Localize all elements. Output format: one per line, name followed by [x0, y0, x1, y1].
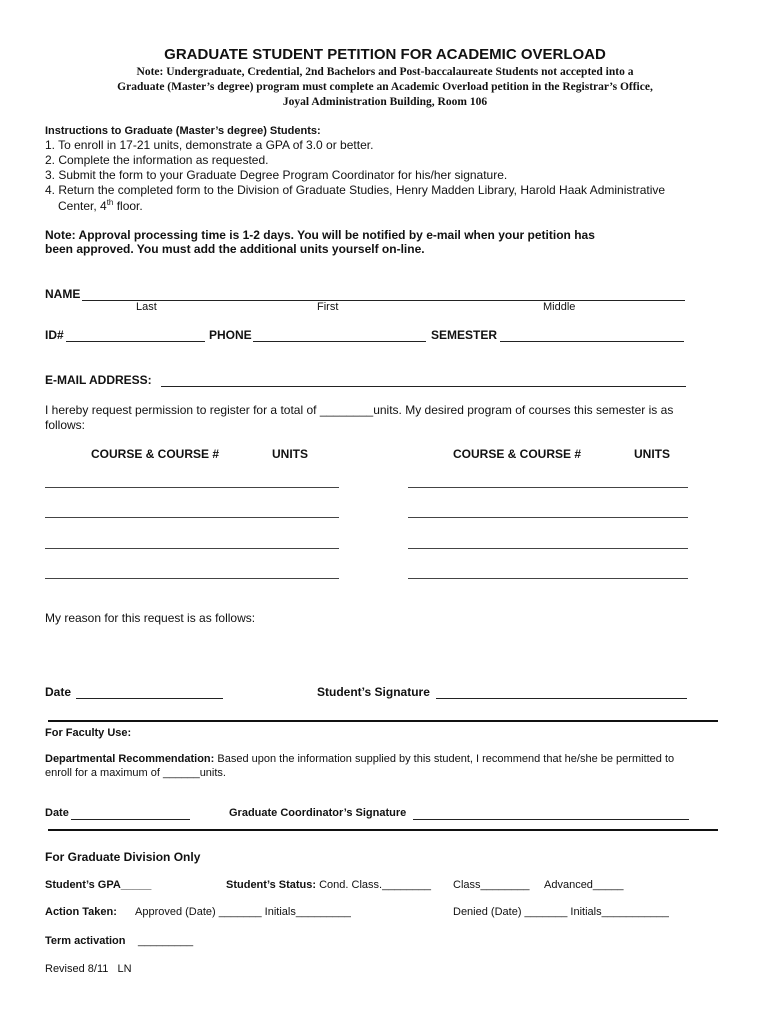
action-taken-label: Action Taken:	[45, 906, 117, 918]
advanced-field[interactable]: Advanced_____	[544, 879, 624, 891]
units-header-left: UNITS	[272, 447, 308, 461]
name-field[interactable]	[82, 287, 685, 303]
registrar-note-line-1: Note: Undergraduate, Credential, 2nd Bachelors and Post-baccalaureate Students not accepted into a	[136, 66, 634, 78]
instructions-heading: Instructions to Graduate (Master’s degree) Students:	[45, 125, 321, 137]
name-label: NAME	[45, 287, 81, 301]
approval-note-line-1: Note: Approval processing time is 1-2 days. You will be notified by e-mail when your petition has	[45, 228, 595, 242]
id-field[interactable]	[66, 328, 205, 344]
term-activation-label: Term activation	[45, 935, 126, 947]
course-header-right: COURSE & COURSE #	[453, 447, 582, 461]
divider	[48, 829, 718, 831]
page-title: GRADUATE STUDENT PETITION FOR ACADEMIC OVERLOAD	[164, 46, 606, 63]
faculty-heading: For Faculty Use:	[45, 727, 132, 739]
units-header-right: UNITS	[634, 447, 670, 461]
phone-field[interactable]	[253, 328, 426, 344]
instruction-item: 3. Submit the form to your Graduate Degree Program Coordinator for his/her signature.	[45, 168, 508, 182]
faculty-date-label: Date	[45, 807, 69, 819]
recommendation-text-cont: enroll for a maximum of ______units.	[45, 767, 226, 779]
course-line-right[interactable]	[408, 487, 688, 488]
request-text: I hereby request permission to register for a total of ________units. My desired program of courses this semester is as	[45, 403, 674, 417]
instruction-item-continuation: Center, 4th floor.	[58, 198, 143, 213]
faculty-date-field[interactable]	[71, 807, 190, 822]
student-signature-field[interactable]	[436, 685, 687, 701]
instruction-item: 4. Return the completed form to the Division of Graduate Studies, Henry Madden Library, Harold Haak Administrative	[45, 183, 666, 197]
semester-label: SEMESTER	[431, 328, 498, 342]
class-field[interactable]: Class________	[453, 879, 530, 891]
instruction-item: 1. To enroll in 17-21 units, demonstrate a GPA of 3.0 or better.	[45, 138, 374, 152]
coordinator-signature-field[interactable]	[413, 807, 689, 822]
student-status[interactable]: Student’s Status: Cond. Class.________	[226, 879, 432, 891]
registrar-note-line-3: Joyal Administration Building, Room 106	[282, 96, 488, 108]
course-line-right[interactable]	[408, 578, 688, 579]
date-field[interactable]	[76, 685, 223, 701]
course-line-right[interactable]	[408, 517, 688, 518]
course-line-left[interactable]	[45, 517, 339, 518]
term-activation-field[interactable]: _________	[138, 935, 194, 947]
division-heading: For Graduate Division Only	[45, 850, 201, 864]
approved-field[interactable]: Approved (Date) _______ Initials_________	[135, 906, 351, 918]
revision-footer: Revised 8/11 LN	[45, 963, 132, 975]
id-label: ID#	[45, 328, 64, 342]
course-line-right[interactable]	[408, 548, 688, 549]
student-signature-label: Student’s Signature	[317, 685, 430, 699]
course-line-left[interactable]	[45, 487, 339, 488]
total-units-field[interactable]: ________	[319, 403, 374, 417]
phone-label: PHONE	[209, 328, 252, 342]
course-line-left[interactable]	[45, 578, 339, 579]
course-header-left: COURSE & COURSE #	[91, 447, 220, 461]
recommendation-text: Departmental Recommendation: Based upon the information supplied by this student, I recommend that he/she be permitted to	[45, 753, 675, 765]
student-gpa-field[interactable]: Student’s GPA_____	[45, 879, 152, 891]
semester-field[interactable]	[500, 328, 684, 344]
email-label: E-MAIL ADDRESS:	[45, 373, 152, 387]
instruction-item: 2. Complete the information as requested.	[45, 153, 269, 167]
reason-label: My reason for this request is as follows:	[45, 611, 256, 625]
registrar-note-line-2: Graduate (Master’s degree) program must complete an Academic Overload petition in the Registrar’s Office,	[117, 81, 653, 93]
date-label: Date	[45, 685, 72, 699]
request-text-cont: follows:	[45, 418, 86, 432]
name-sub-last: Last	[136, 301, 157, 313]
divider	[48, 720, 718, 722]
denied-field[interactable]: Denied (Date) _______ Initials___________	[453, 906, 669, 918]
approval-note-line-2: been approved. You must add the additional units yourself on-line.	[45, 242, 425, 256]
course-line-left[interactable]	[45, 548, 339, 549]
name-sub-first: First	[317, 301, 339, 313]
name-sub-middle: Middle	[543, 301, 576, 313]
email-field[interactable]	[161, 373, 686, 389]
coordinator-signature-label: Graduate Coordinator’s Signature	[229, 807, 407, 819]
